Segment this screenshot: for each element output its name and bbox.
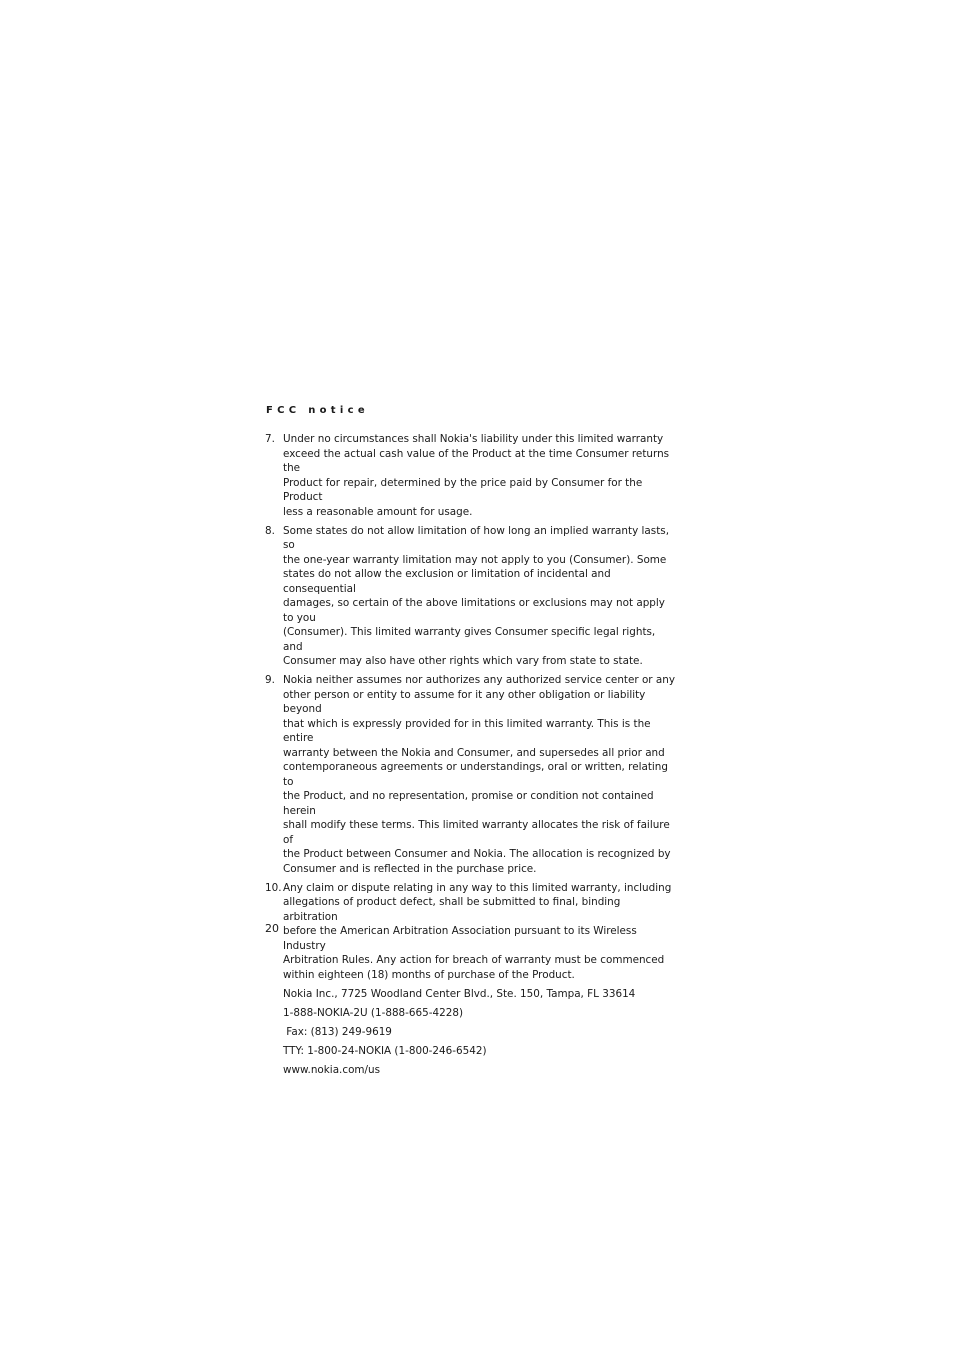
contact-website: www.nokia.com/us: [283, 1063, 381, 1076]
item-text: Some states do not allow limitation of how long an implied warranty lasts, so the one-year warranty limitation may not apply to you (Consumer). Some states do not allow the exclusion or limitation of incidental and consequential damages, so certain of the above limitations or exclusions may not apply to you (Consumer). This limited warranty gives Consumer specific legal rights, and Consumer may also have other rights which vary from state to state.: [283, 524, 669, 667]
contact-phone: 1-888-NOKIA-2U (1-888-665-4228): [283, 1006, 463, 1019]
item-number: 9.: [265, 674, 275, 686]
page-number: 20: [265, 922, 279, 935]
warranty-terms: [265, 432, 677, 1082]
section-header: FCC notice: [266, 405, 369, 416]
warranty-item-10: [265, 881, 677, 983]
contact-tty: TTY: 1-800-24-NOKIA (1-800-246-6542): [283, 1044, 487, 1057]
warranty-item-9: [265, 673, 677, 876]
contact-fax: Fax: (813) 249-9619: [283, 1025, 392, 1038]
item-number: 10.: [265, 881, 282, 894]
item-number: 7.: [265, 433, 275, 445]
item-number: 8.: [265, 524, 275, 537]
contact-address: Nokia Inc., 7725 Woodland Center Blvd., Ste. 150, Tampa, FL 33614: [283, 987, 636, 1000]
item-text: Nokia neither assumes nor authorizes any authorized service center or any other person or entity to assume for it any other obligation or liability beyond that which is expressly provided for in this limited warranty. This is the entire warranty between the Nokia and Consumer, and supersedes all prior and contemporaneous agreements or understandings, oral or written, relating to the Product, and no representation, promise or condition not contained herein shall modify these terms. This limited warranty allocates the risk of failure of the Product between Consumer and Nokia. The allocation is recognized by Consumer and is reflected in the purchase price.: [283, 674, 675, 875]
warranty-item-8: [265, 524, 677, 669]
item-text: Any claim or dispute relating in any way to this limited warranty, including allegations of product defect, shall be submitted to final, binding arbitration before the American Arbitration Association pursuant to its Wireless Industry Arbitration Rules. Any action for breach of warranty must be commenced within eighteen (18) months of purchase of the Product.: [283, 881, 672, 981]
item-text: Under no circumstances shall Nokia's liability under this limited warranty exceed the actual cash value of the Product at the time Consumer returns the Product for repair, determined by the price paid by Consumer for the Product less a reasonable amount for usage.: [283, 433, 670, 518]
warranty-item-7: [265, 432, 677, 519]
